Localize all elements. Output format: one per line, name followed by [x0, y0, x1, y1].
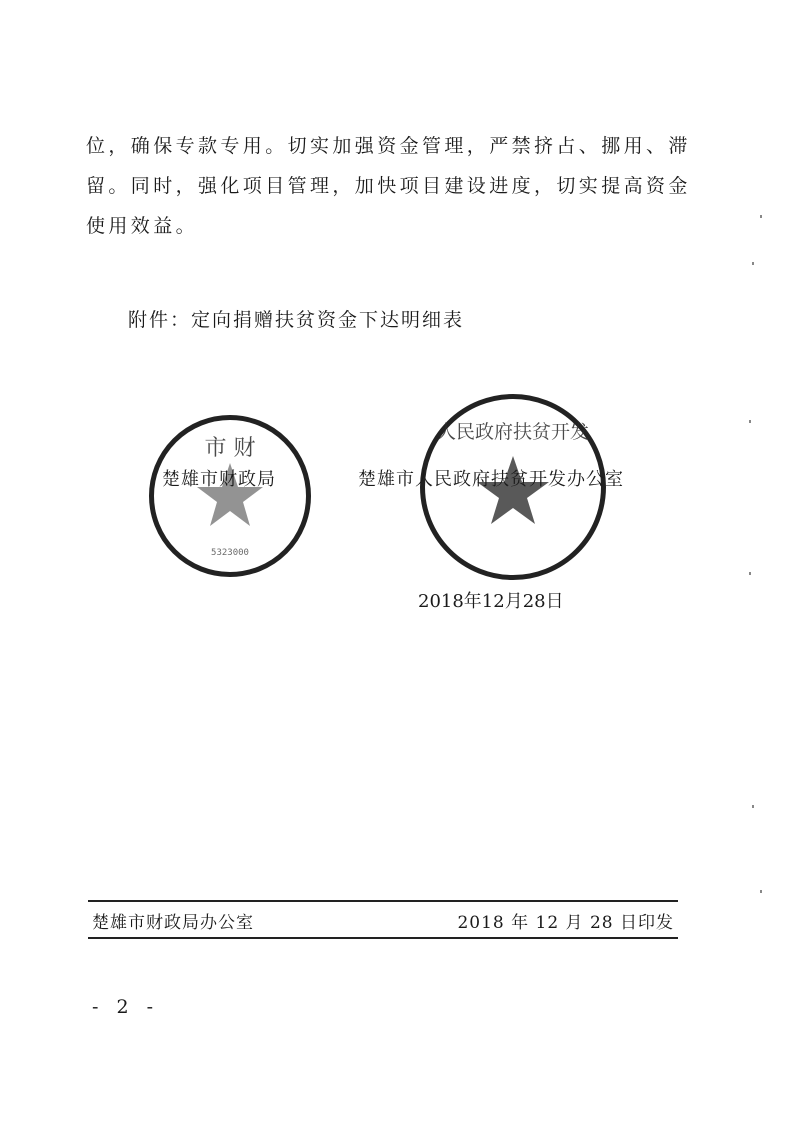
svg-text:市 财: 市 财 — [204, 436, 256, 461]
body-paragraph — [86, 126, 691, 246]
footer-divider-top — [88, 900, 678, 902]
document-date: 2018年12月28日 — [418, 591, 564, 612]
signer-finance-bureau: 楚雄市财政局 — [162, 469, 276, 490]
scan-speck — [752, 805, 754, 808]
page-number: - 2 - — [92, 996, 160, 1018]
svg-text:5323000: 5323000 — [211, 548, 249, 558]
scan-speck — [760, 890, 762, 893]
svg-text:人民政府扶贫开发: 人民政府扶贫开发 — [436, 421, 590, 443]
scan-speck — [749, 420, 751, 423]
scan-speck — [760, 215, 762, 218]
body-line: 使用效益。 — [86, 215, 199, 237]
body-line: 位，确保专款专用。切实加强资金管理，严禁挤占、挪用、滞 — [86, 135, 691, 157]
seal-graphic — [149, 415, 311, 577]
scan-speck — [752, 262, 754, 265]
finance-bureau-seal — [149, 415, 311, 577]
footer-divider-bottom — [88, 937, 678, 939]
body-line: 留。同时，强化项目管理，加快项目建设进度，切实提高资金 — [86, 175, 691, 197]
scan-speck — [749, 572, 751, 575]
signer-poverty-office: 楚雄市人民政府扶贫开发办公室 — [358, 469, 624, 490]
footer-issuer: 楚雄市财政局办公室 — [92, 913, 254, 933]
attachment-line: 附件：定向捐赠扶贫资金下达明细表 — [128, 309, 465, 331]
footer-issue-date: 2018 年 12 月 28 日印发 — [457, 913, 674, 933]
